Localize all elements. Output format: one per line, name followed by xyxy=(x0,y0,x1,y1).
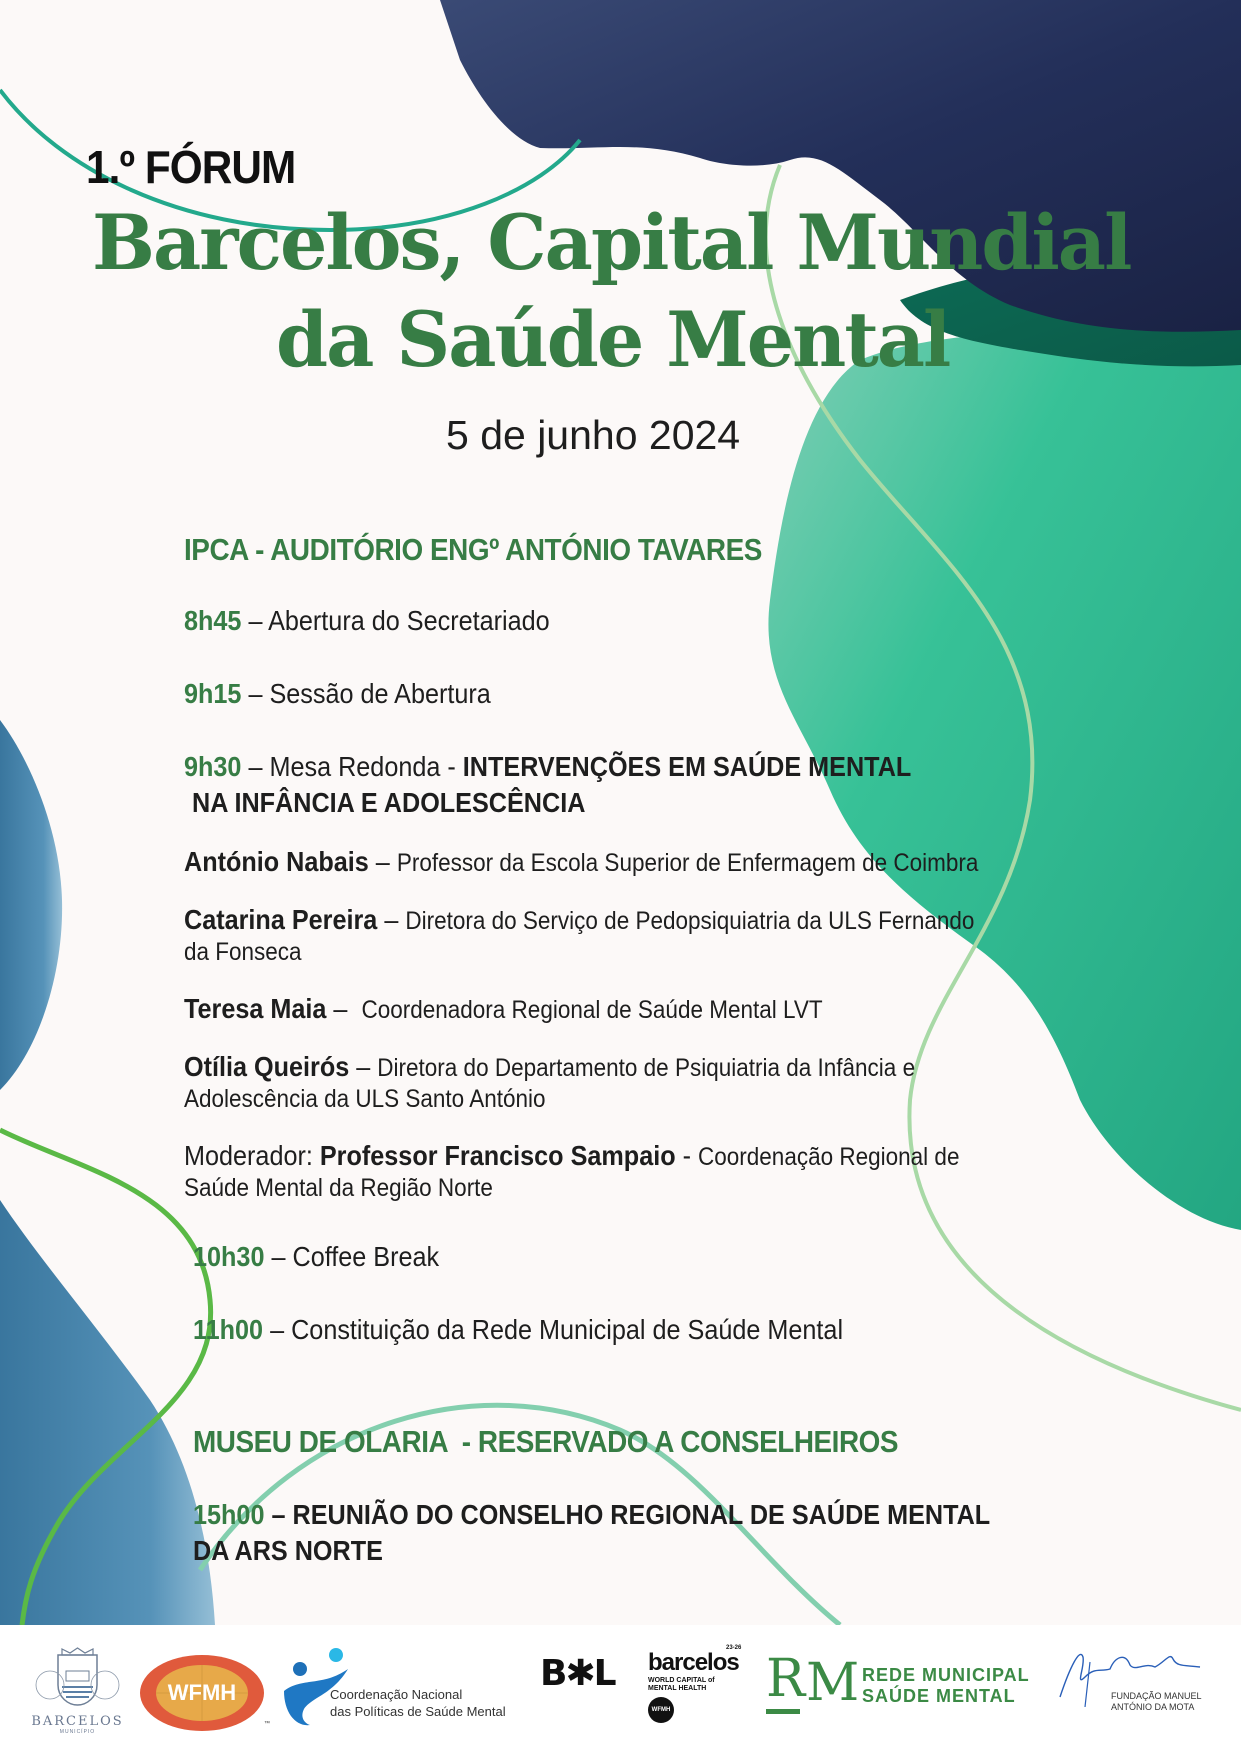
meeting-title-line2: DA ARS NORTE xyxy=(193,1535,383,1566)
moderator-role-line2: Saúde Mental da Região Norte xyxy=(184,1174,493,1202)
schedule-item xyxy=(193,1313,843,1347)
speaker-name: António Nabais xyxy=(184,846,369,877)
rede-municipal-logo xyxy=(764,1649,1034,1723)
barcelos-world-capital-logo xyxy=(540,1645,750,1743)
cnpsm-line1: Coordenação Nacional xyxy=(330,1687,463,1702)
meeting-title: REUNIÃO DO CONSELHO REGIONAL DE SAÚDE MENTAL xyxy=(292,1499,991,1530)
coat-of-arms-icon xyxy=(30,1647,125,1709)
schedule-time: 10h30 xyxy=(193,1241,265,1272)
barcelos-municipio-logo xyxy=(30,1647,125,1737)
speaker-name: Otília Queirós xyxy=(184,1051,350,1082)
blue-blob-left xyxy=(0,720,62,1090)
roundtable-title-line2: NA INFÂNCIA E ADOLESCÊNCIA xyxy=(192,787,586,818)
roundtable-item xyxy=(184,750,911,784)
fundacao-logo xyxy=(1055,1647,1215,1737)
separator: – xyxy=(264,1241,293,1272)
event-date: 5 de junho 2024 xyxy=(446,412,741,458)
separator: – xyxy=(241,751,270,782)
speaker-item xyxy=(184,845,978,880)
fundacao-line1: FUNDAÇÃO MANUEL xyxy=(1111,1691,1202,1701)
separator: – xyxy=(264,1499,293,1530)
capital-line1: WORLD CAPITAL of xyxy=(648,1677,715,1684)
schedule-time: 11h00 xyxy=(193,1314,264,1345)
speaker-item xyxy=(184,992,823,1027)
meeting-item xyxy=(193,1498,990,1532)
event-title-line1: Barcelos, Capital Mundial xyxy=(92,198,1131,287)
speaker-role: Coordenadora Regional de Saúde Mental LVT xyxy=(361,996,823,1024)
schedule-item xyxy=(184,604,550,638)
cnpsm-logo xyxy=(282,1647,542,1737)
schedule-item xyxy=(193,1240,439,1274)
rede-line2: SAÚDE MENTAL xyxy=(862,1686,1016,1706)
schedule-text: Constituição da Rede Municipal de Saúde Mental xyxy=(291,1314,844,1345)
schedule-time: 15h00 xyxy=(193,1499,265,1530)
separator: - xyxy=(675,1140,699,1171)
moderator-label: Moderador: xyxy=(184,1140,320,1171)
separator: – xyxy=(241,678,270,709)
speaker-role-line2: Adolescência da ULS Santo António xyxy=(184,1085,546,1113)
barcelos-logo-subtext: MUNICÍPIO xyxy=(59,1729,96,1735)
sponsor-logos-bar xyxy=(0,1625,1241,1754)
speaker-role: Professor da Escola Superior de Enfermagem de Coimbra xyxy=(396,849,979,877)
rede-line1: REDE MUNICIPAL xyxy=(862,1665,1030,1685)
schedule-time: 9h30 xyxy=(184,751,242,782)
speaker-name: Catarina Pereira xyxy=(184,904,378,935)
barcelos-logo-text: BARCELOS xyxy=(31,1714,124,1729)
separator: – xyxy=(368,846,397,877)
separator: – xyxy=(263,1314,292,1345)
separator: – xyxy=(326,993,362,1024)
speaker-item xyxy=(184,903,974,938)
capital-years: 23-26 xyxy=(726,1645,742,1651)
blue-blob-bottom xyxy=(0,1200,215,1625)
rm-mark-m: M xyxy=(806,1653,860,1713)
schedule-item xyxy=(184,677,491,711)
moderator-name: Professor Francisco Sampaio xyxy=(319,1140,676,1171)
separator: – xyxy=(349,1051,378,1082)
speaker-role: Diretora do Departamento de Psiquiatria da Infância e xyxy=(377,1054,916,1082)
speaker-role-line2: da Fonseca xyxy=(184,938,302,966)
trademark-mark: ™ xyxy=(264,1721,270,1727)
wfmh-emblem-icon xyxy=(138,1653,270,1733)
schedule-text: Coffee Break xyxy=(292,1241,440,1272)
venue-heading-museu: MUSEU DE OLARIA - RESERVADO A CONSELHEIROS xyxy=(193,1424,899,1459)
forum-edition: 1.º FÓRUM xyxy=(86,141,296,193)
wfmh-abbr: WFMH xyxy=(167,1680,237,1705)
capital-name: barcelos xyxy=(648,1649,739,1676)
fundacao-line2: ANTÓNIO DA MOTA xyxy=(1111,1702,1195,1712)
roundtable-title: INTERVENÇÕES EM SAÚDE MENTAL xyxy=(462,751,912,782)
schedule-text: Abertura do Secretariado xyxy=(268,605,550,636)
wfmh-logo xyxy=(138,1653,270,1733)
schedule-time: 9h15 xyxy=(184,678,242,709)
wfmh-badge-icon: WFMH xyxy=(648,1697,674,1723)
moderator-role: Coordenação Regional de xyxy=(698,1143,960,1171)
bcl-mark: B✱L xyxy=(540,1653,615,1694)
event-title-line2: da Saúde Mental xyxy=(276,295,950,384)
venue-heading-ipca: IPCA - AUDITÓRIO ENGº ANTÓNIO TAVARES xyxy=(184,532,762,567)
cnpsm-line2: das Políticas de Saúde Mental xyxy=(330,1704,506,1719)
rm-underline xyxy=(766,1709,800,1714)
speaker-name: Teresa Maia xyxy=(184,993,327,1024)
separator: – xyxy=(241,605,269,636)
speaker-role: Diretora do Serviço de Pedopsiquiatria da ULS Fernando xyxy=(405,907,975,935)
roundtable-label: Mesa Redonda - xyxy=(269,751,463,782)
moderator-item xyxy=(184,1139,959,1174)
capital-line2: MENTAL HEALTH xyxy=(648,1685,707,1692)
separator: – xyxy=(377,904,406,935)
speaker-item xyxy=(184,1050,915,1085)
rm-mark-r: R xyxy=(766,1649,806,1709)
schedule-text: Sessão de Abertura xyxy=(269,678,491,709)
schedule-time: 8h45 xyxy=(184,605,242,636)
